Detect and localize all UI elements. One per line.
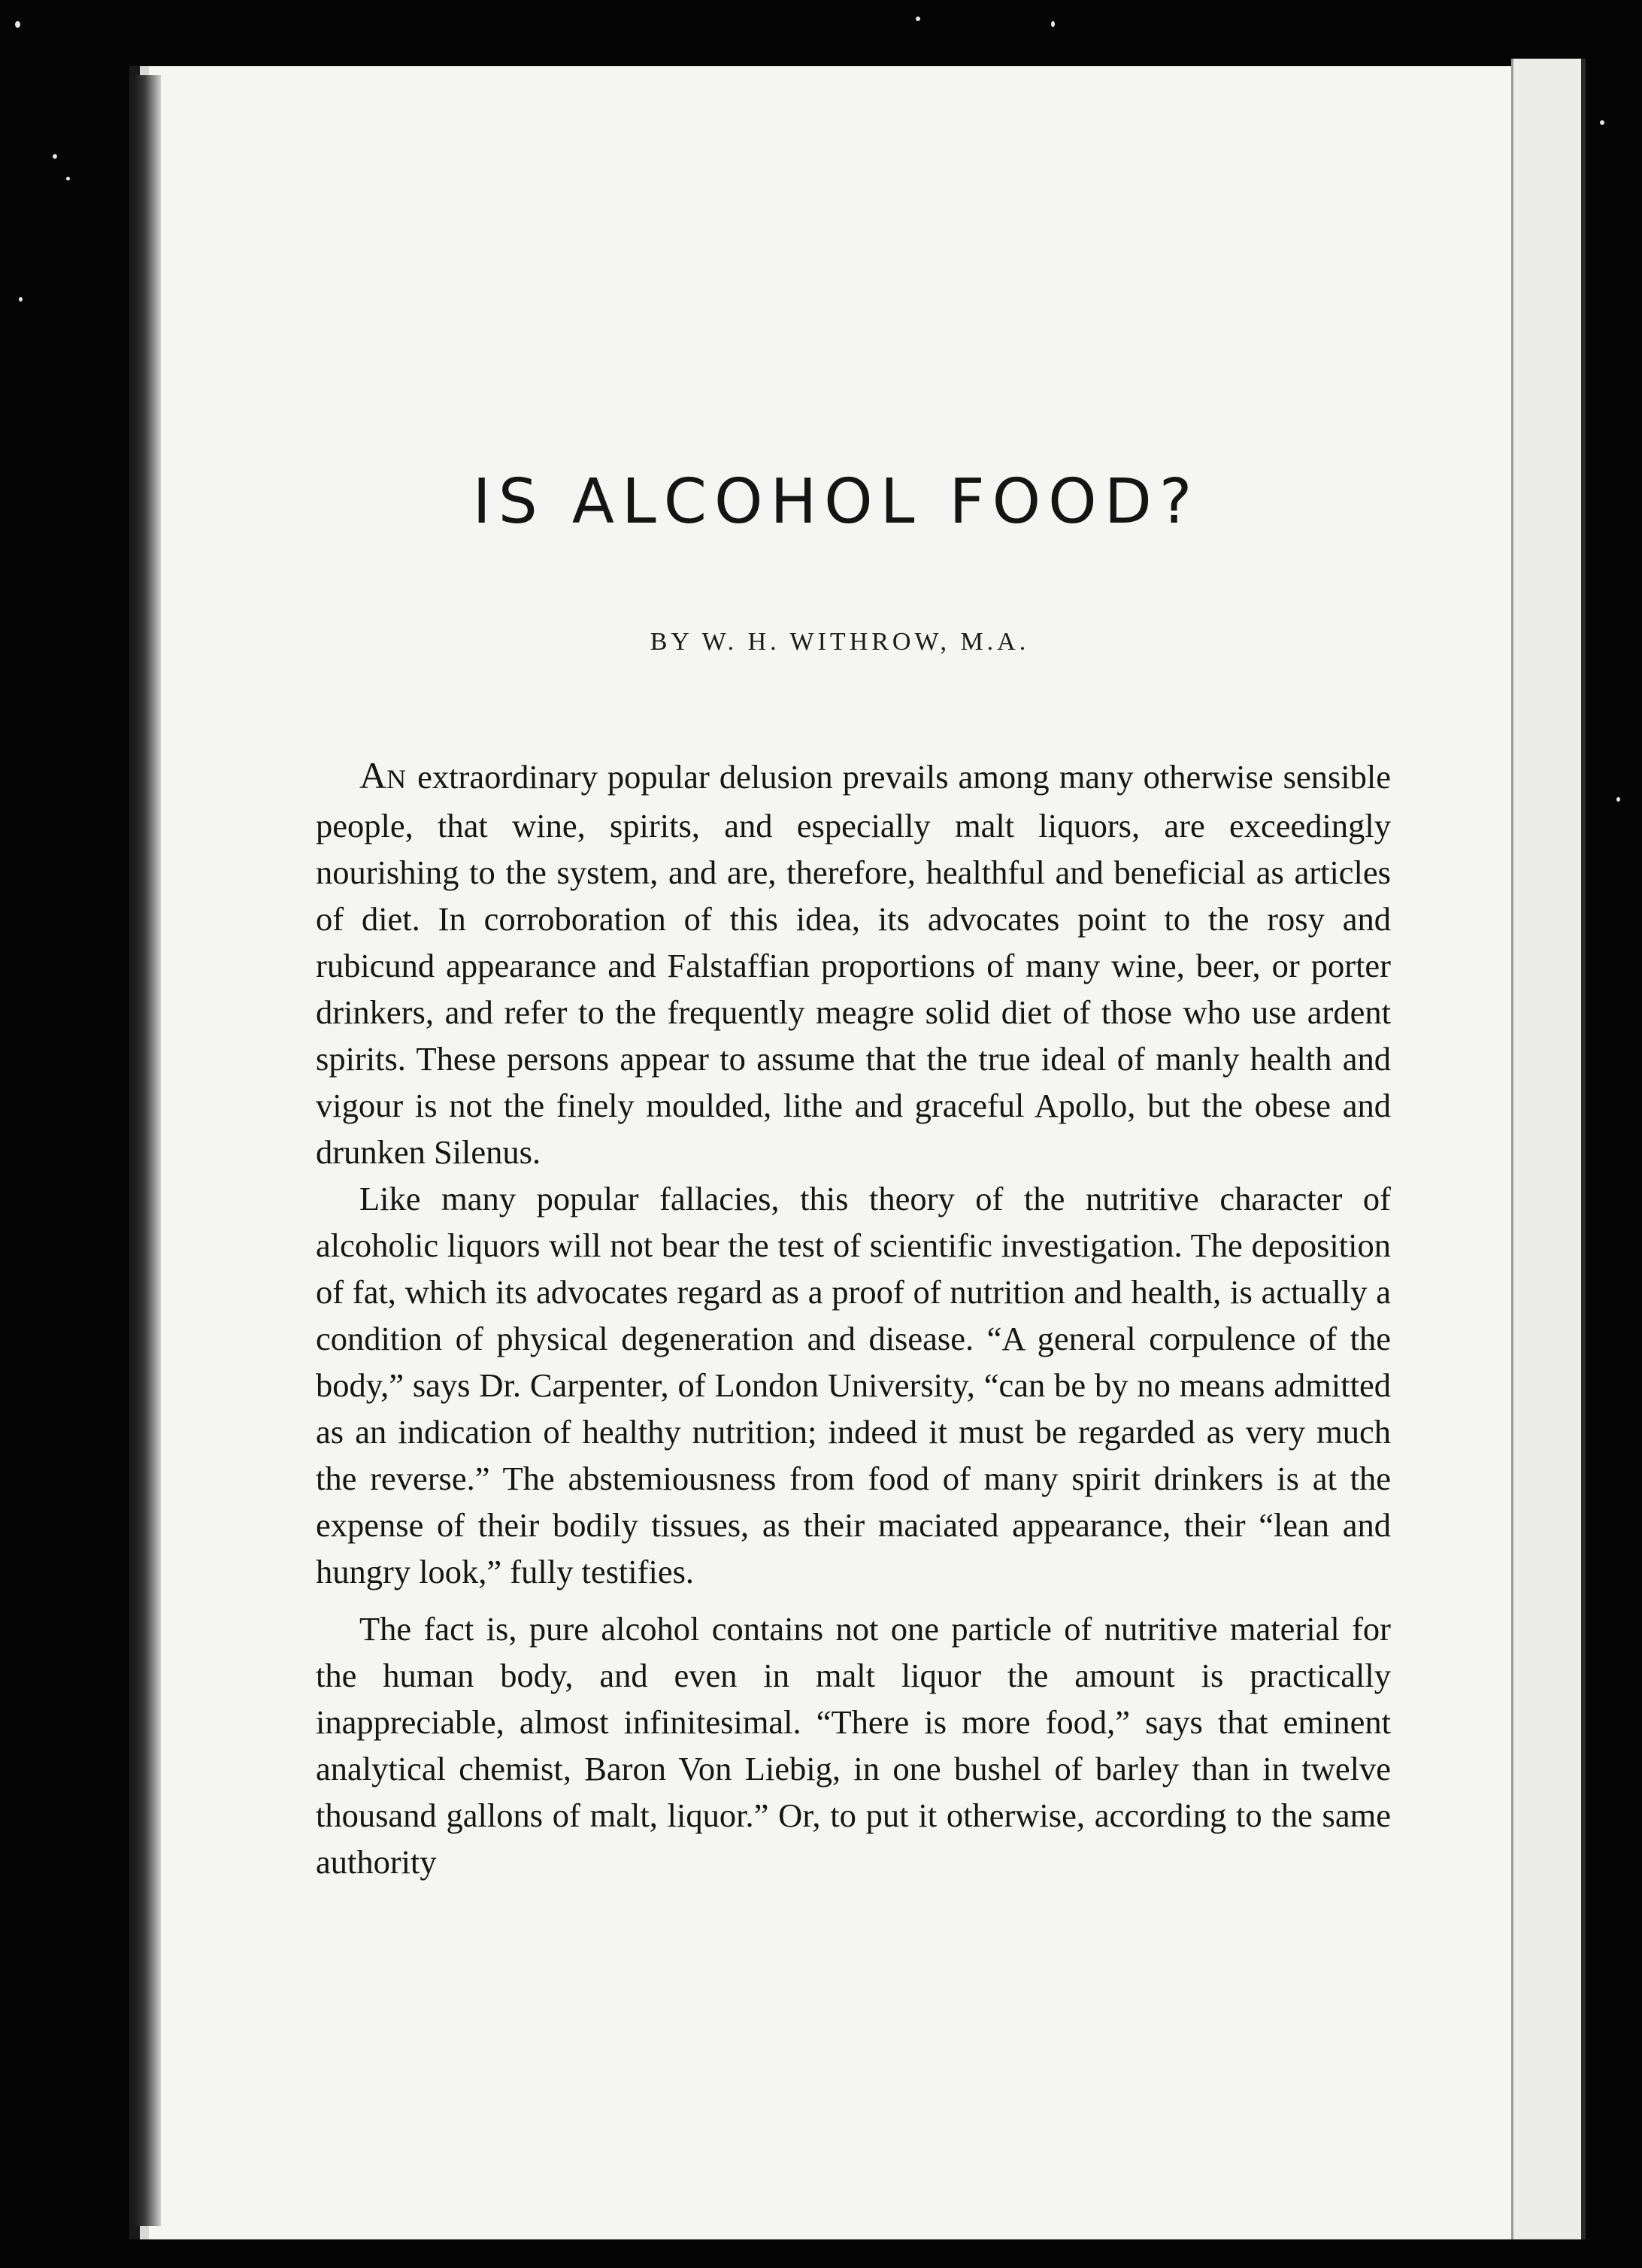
author-byline: BY W. H. WITHROW, M.A. (650, 628, 1030, 656)
paragraph-3: The fact is, pure alcohol contains not one particle of nutritive material for the human body, and even in malt liquor the amount is practically inappreciable, almost infinitesimal. “There is more food,” says that eminent analytical chemist, Baron Von Liebig, in one bushel of barley than in twelve thousand gallons of malt, liquor.” Or, to put it otherwise, according to the same authority (316, 1610, 1391, 1881)
article-body (316, 752, 1391, 1885)
paragraph-1-text: extraordinary popular delusion prevails among many otherwise sensible people, that wine, spirits, and especially malt liquors, are exceedingly nourishing to the system, and are, therefore, healthful and beneficial as articles of diet. In corroboration of this idea, its advocates point to the rosy and rubicund appearance and Falstaffian proportions of many wine, beer, or porter drinkers, and refer to the frequently meagre solid diet of those who use ardent spirits. These persons appear to assume that the true ideal of manly health and vigour is not the finely moulded, lithe and graceful Apollo, but the obese and drunken Silenus. (316, 758, 1391, 1171)
page-edge (1511, 59, 1586, 2239)
scan-speck (53, 154, 57, 159)
paragraph-2: Like many popular fallacies, this theory of the nutritive character of alcoholic liquors will not bear the test of scientific investigation. The deposition of fat, which its advocates regard as a proof of nutrition and health, is actually a condition of physical degeneration and disease. “A general corpulence of the body,” says Dr. Carpenter, of London University, “can be by no means admitted as an indication of healthy nutrition; indeed it must be regarded as very much the reverse.” The abstemiousness from food of many spirit drinkers is at the expense of their bodily tissues, as their maciated appearance, their “lean and hungry look,” fully testifies. (316, 1180, 1391, 1590)
scan-speck (1600, 120, 1604, 125)
scan-speck (66, 177, 70, 180)
paragraph-1 (316, 752, 1391, 1175)
binding-shadow (134, 75, 161, 2226)
scan-speck (15, 21, 20, 28)
scan-speck (1616, 797, 1620, 802)
lead-smallcaps: N (386, 764, 408, 794)
lead-initial: A (359, 754, 387, 796)
article-title: IS ALCOHOL FOOD? (472, 466, 1200, 538)
scan-speck (1051, 21, 1055, 27)
scan-speck (916, 17, 920, 21)
scan-speck (19, 297, 23, 302)
